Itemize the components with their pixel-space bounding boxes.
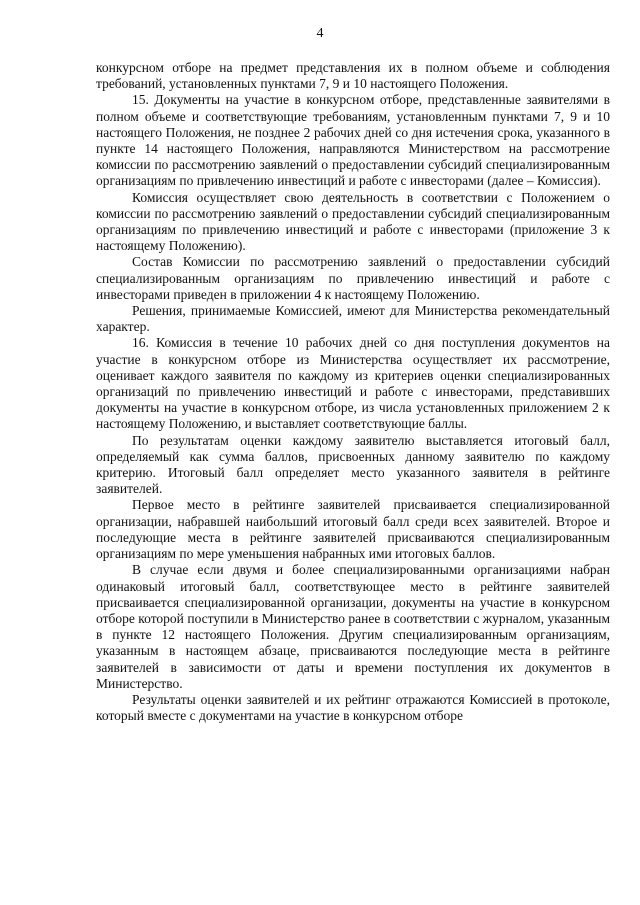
page-number: 4 <box>316 26 324 41</box>
paragraph-final-score: По результатам оценки каждому заявителю выставляется итоговый балл, определяемый как сумма баллов, присвоенных данному заявителю по каждому критерию. Итоговый балл определяет место указанного заявителя в рейтинге заявителей. <box>96 432 610 497</box>
paragraph-continuation: конкурсном отборе на предмет представления их в полном объеме и соблюдения требований, установленных пунктами 7, 9 и 10 настоящего Положения. <box>96 60 610 92</box>
paragraph-rating-places: Первое место в рейтинге заявителей присваивается специализированной организации, набравшей наибольший итоговый балл среди всех заявителей. Второе и последующие места в рейтинге заявителей присваиваются специализированным организациям по мере уменьшения набранных ими итоговых баллов. <box>96 497 610 562</box>
paragraph-clause-15: 15. Документы на участие в конкурсном отборе, представленные заявителями в полном объеме и соответствующие требованиям, установленным пунктами 7, 9 и 10 настоящего Положения, не позднее 2 рабочих дней со дня истечения срока, указанного в пункте 14 настоящего Положения, направляются Министерством на рассмотрение комиссии по рассмотрению заявлений о предоставлении субсидий специализированным организациям по привлечению инвестиций и работе с инвесторами (далее – Комиссия). <box>96 92 610 189</box>
document-body <box>96 60 610 724</box>
paragraph-commission-decisions: Решения, принимаемые Комиссией, имеют для Министерства рекомендательный характер. <box>96 303 610 335</box>
paragraph-commission-composition: Состав Комиссии по рассмотрению заявлений о предоставлении субсидий специализированным организациям по привлечению инвестиций и работе с инвесторами приведен в приложении 4 к настоящему Положению. <box>96 254 610 302</box>
paragraph-results-protocol: Результаты оценки заявителей и их рейтинг отражаются Комиссией в протоколе, который вместе с документами на участие в конкурсном отборе <box>96 691 610 724</box>
paragraph-clause-16: 16. Комиссия в течение 10 рабочих дней со дня поступления документов на участие в конкурсном отборе из Министерства осуществляет их рассмотрение, оценивает каждого заявителя по каждому из критериев оценки специализированных организаций по привлечению инвестиций и работе с инвесторами, представивших документы на участие в конкурсном отборе, из числа установленных приложением 2 к настоящему Положению, и выставляет соответствующие баллы. <box>96 335 610 432</box>
paragraph-equal-score: В случае если двумя и более специализированными организациями набран одинаковый итоговый балл, соответствующее место в рейтинге заявителей присваивается специализированной организации, документы на участие в конкурсном отборе которой поступили в Министерство ранее в соответствии с журналом, указанным в пункте 12 настоящего Положения. Другим специализированным организациям, указанным в настоящем абзаце, присваиваются последующие места в рейтинге заявителей в зависимости от даты и времени поступления их документов в Министерство. <box>96 562 610 691</box>
paragraph-commission-activity: Комиссия осуществляет свою деятельность в соответствии с Положением о комиссии по рассмотрению заявлений о предоставлении субсидий специализированным организациям по привлечению инвестиций и работе с инвесторами (приложение 3 к настоящему Положению). <box>96 189 610 254</box>
